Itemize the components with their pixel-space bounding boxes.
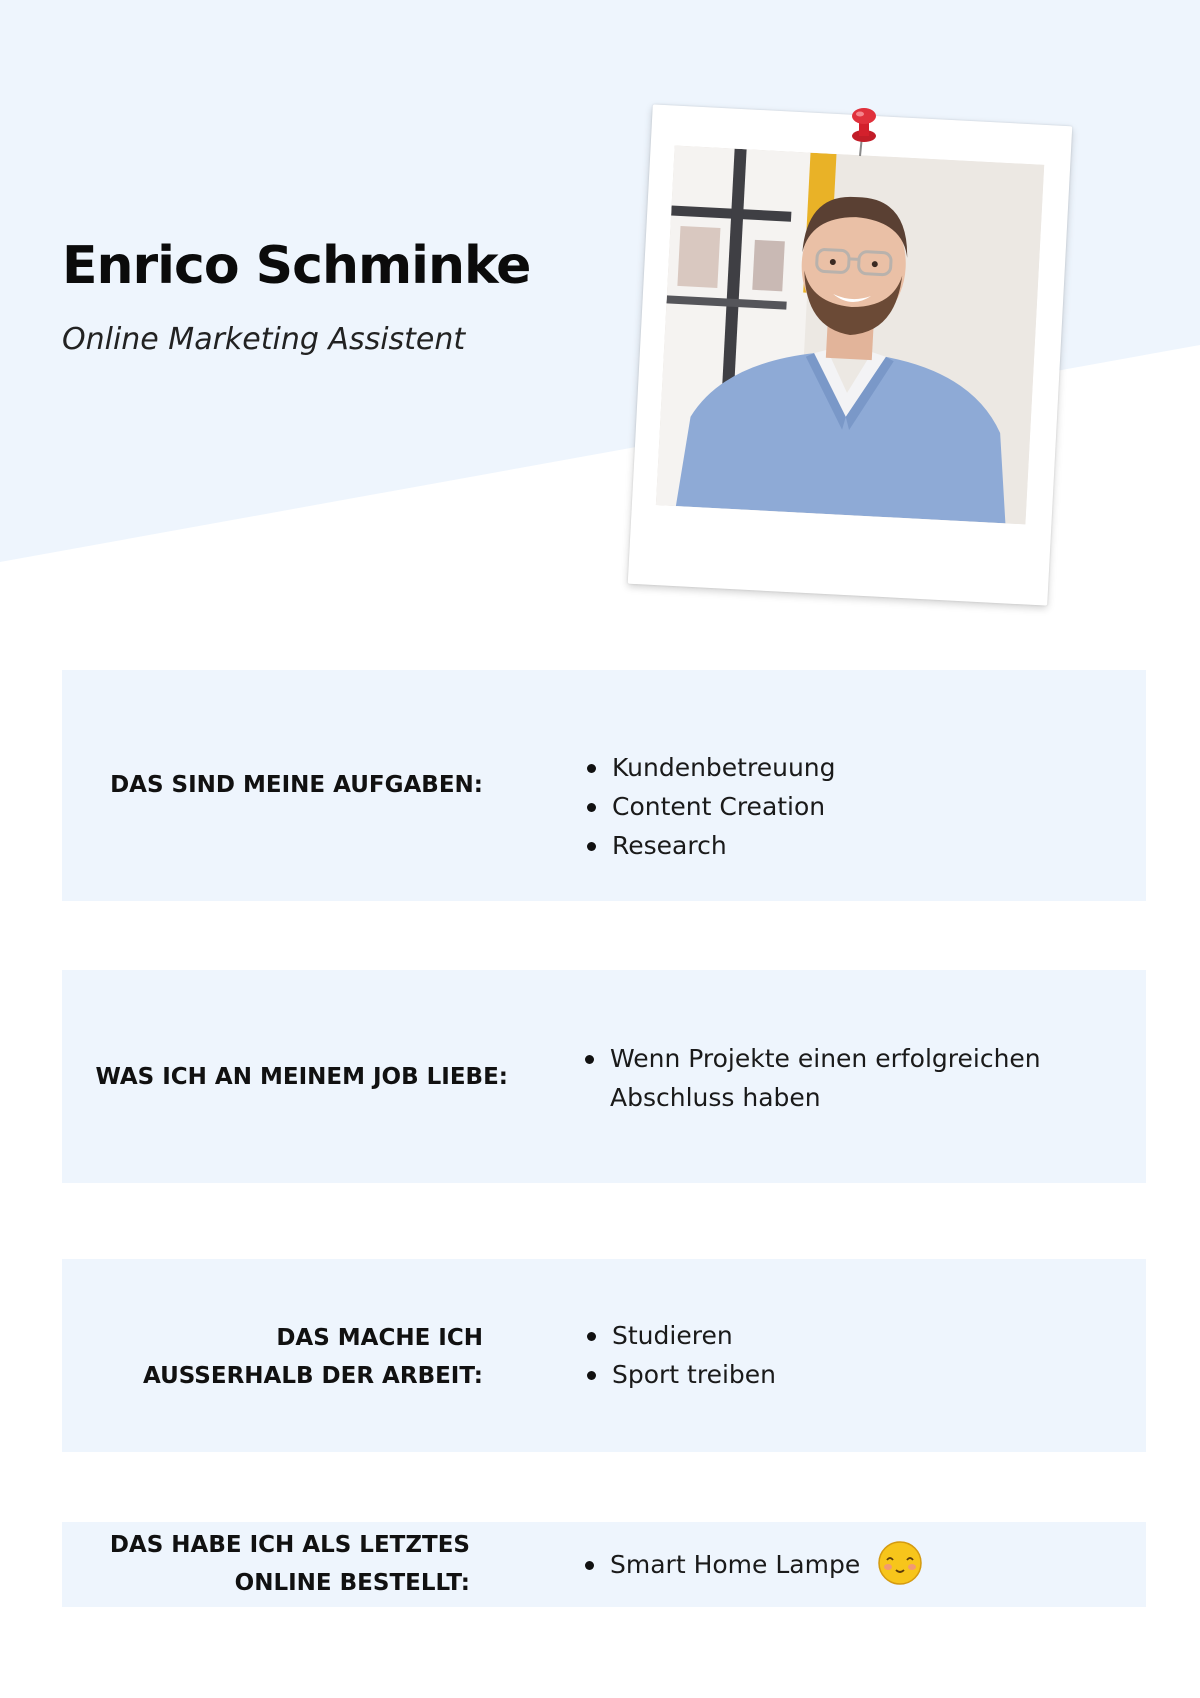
list-item: Sport treiben	[586, 1355, 776, 1394]
section-last-order	[62, 1522, 1146, 1607]
section-label-line: DAS SIND MEINE AUFGABEN:	[110, 772, 483, 798]
section-label-line: WAS ICH AN MEINEM JOB LIEBE:	[95, 1064, 508, 1090]
section-list	[586, 1316, 776, 1394]
list-item: Content Creation	[586, 787, 836, 826]
profile-photo	[656, 146, 1044, 525]
section-free-time	[62, 1259, 1146, 1452]
section-label-line: ONLINE BESTELLT:	[234, 1570, 470, 1596]
list-item: Research	[586, 826, 836, 865]
smiling-face-icon	[877, 1540, 923, 1586]
section-label	[96, 1058, 508, 1096]
section-label-line: DAS MACHE ICH	[276, 1325, 483, 1351]
section-label	[110, 1526, 470, 1602]
section-label-line: DAS HABE ICH ALS LETZTES	[109, 1532, 470, 1558]
section-list	[586, 748, 836, 865]
section-label	[110, 766, 483, 804]
section-job-love	[62, 970, 1146, 1183]
section-list	[584, 1039, 1041, 1117]
polaroid-frame	[628, 104, 1073, 605]
pushpin-icon	[848, 106, 880, 158]
section-label	[143, 1319, 483, 1395]
section-label-line: AUSSERHALB DER ARBEIT:	[143, 1363, 483, 1389]
section-list	[584, 1545, 860, 1584]
section-tasks	[62, 670, 1146, 901]
list-item: Wenn Projekte einen erfolgreichen	[584, 1039, 1041, 1078]
profile-role: Online Marketing Assistent	[62, 322, 466, 357]
list-item: Smart Home Lampe	[584, 1545, 860, 1584]
list-item: Studieren	[586, 1316, 776, 1355]
profile-name: Enrico Schminke	[62, 236, 531, 296]
list-item: Kundenbetreuung	[586, 748, 836, 787]
list-item-continuation: Abschluss haben	[610, 1083, 821, 1112]
